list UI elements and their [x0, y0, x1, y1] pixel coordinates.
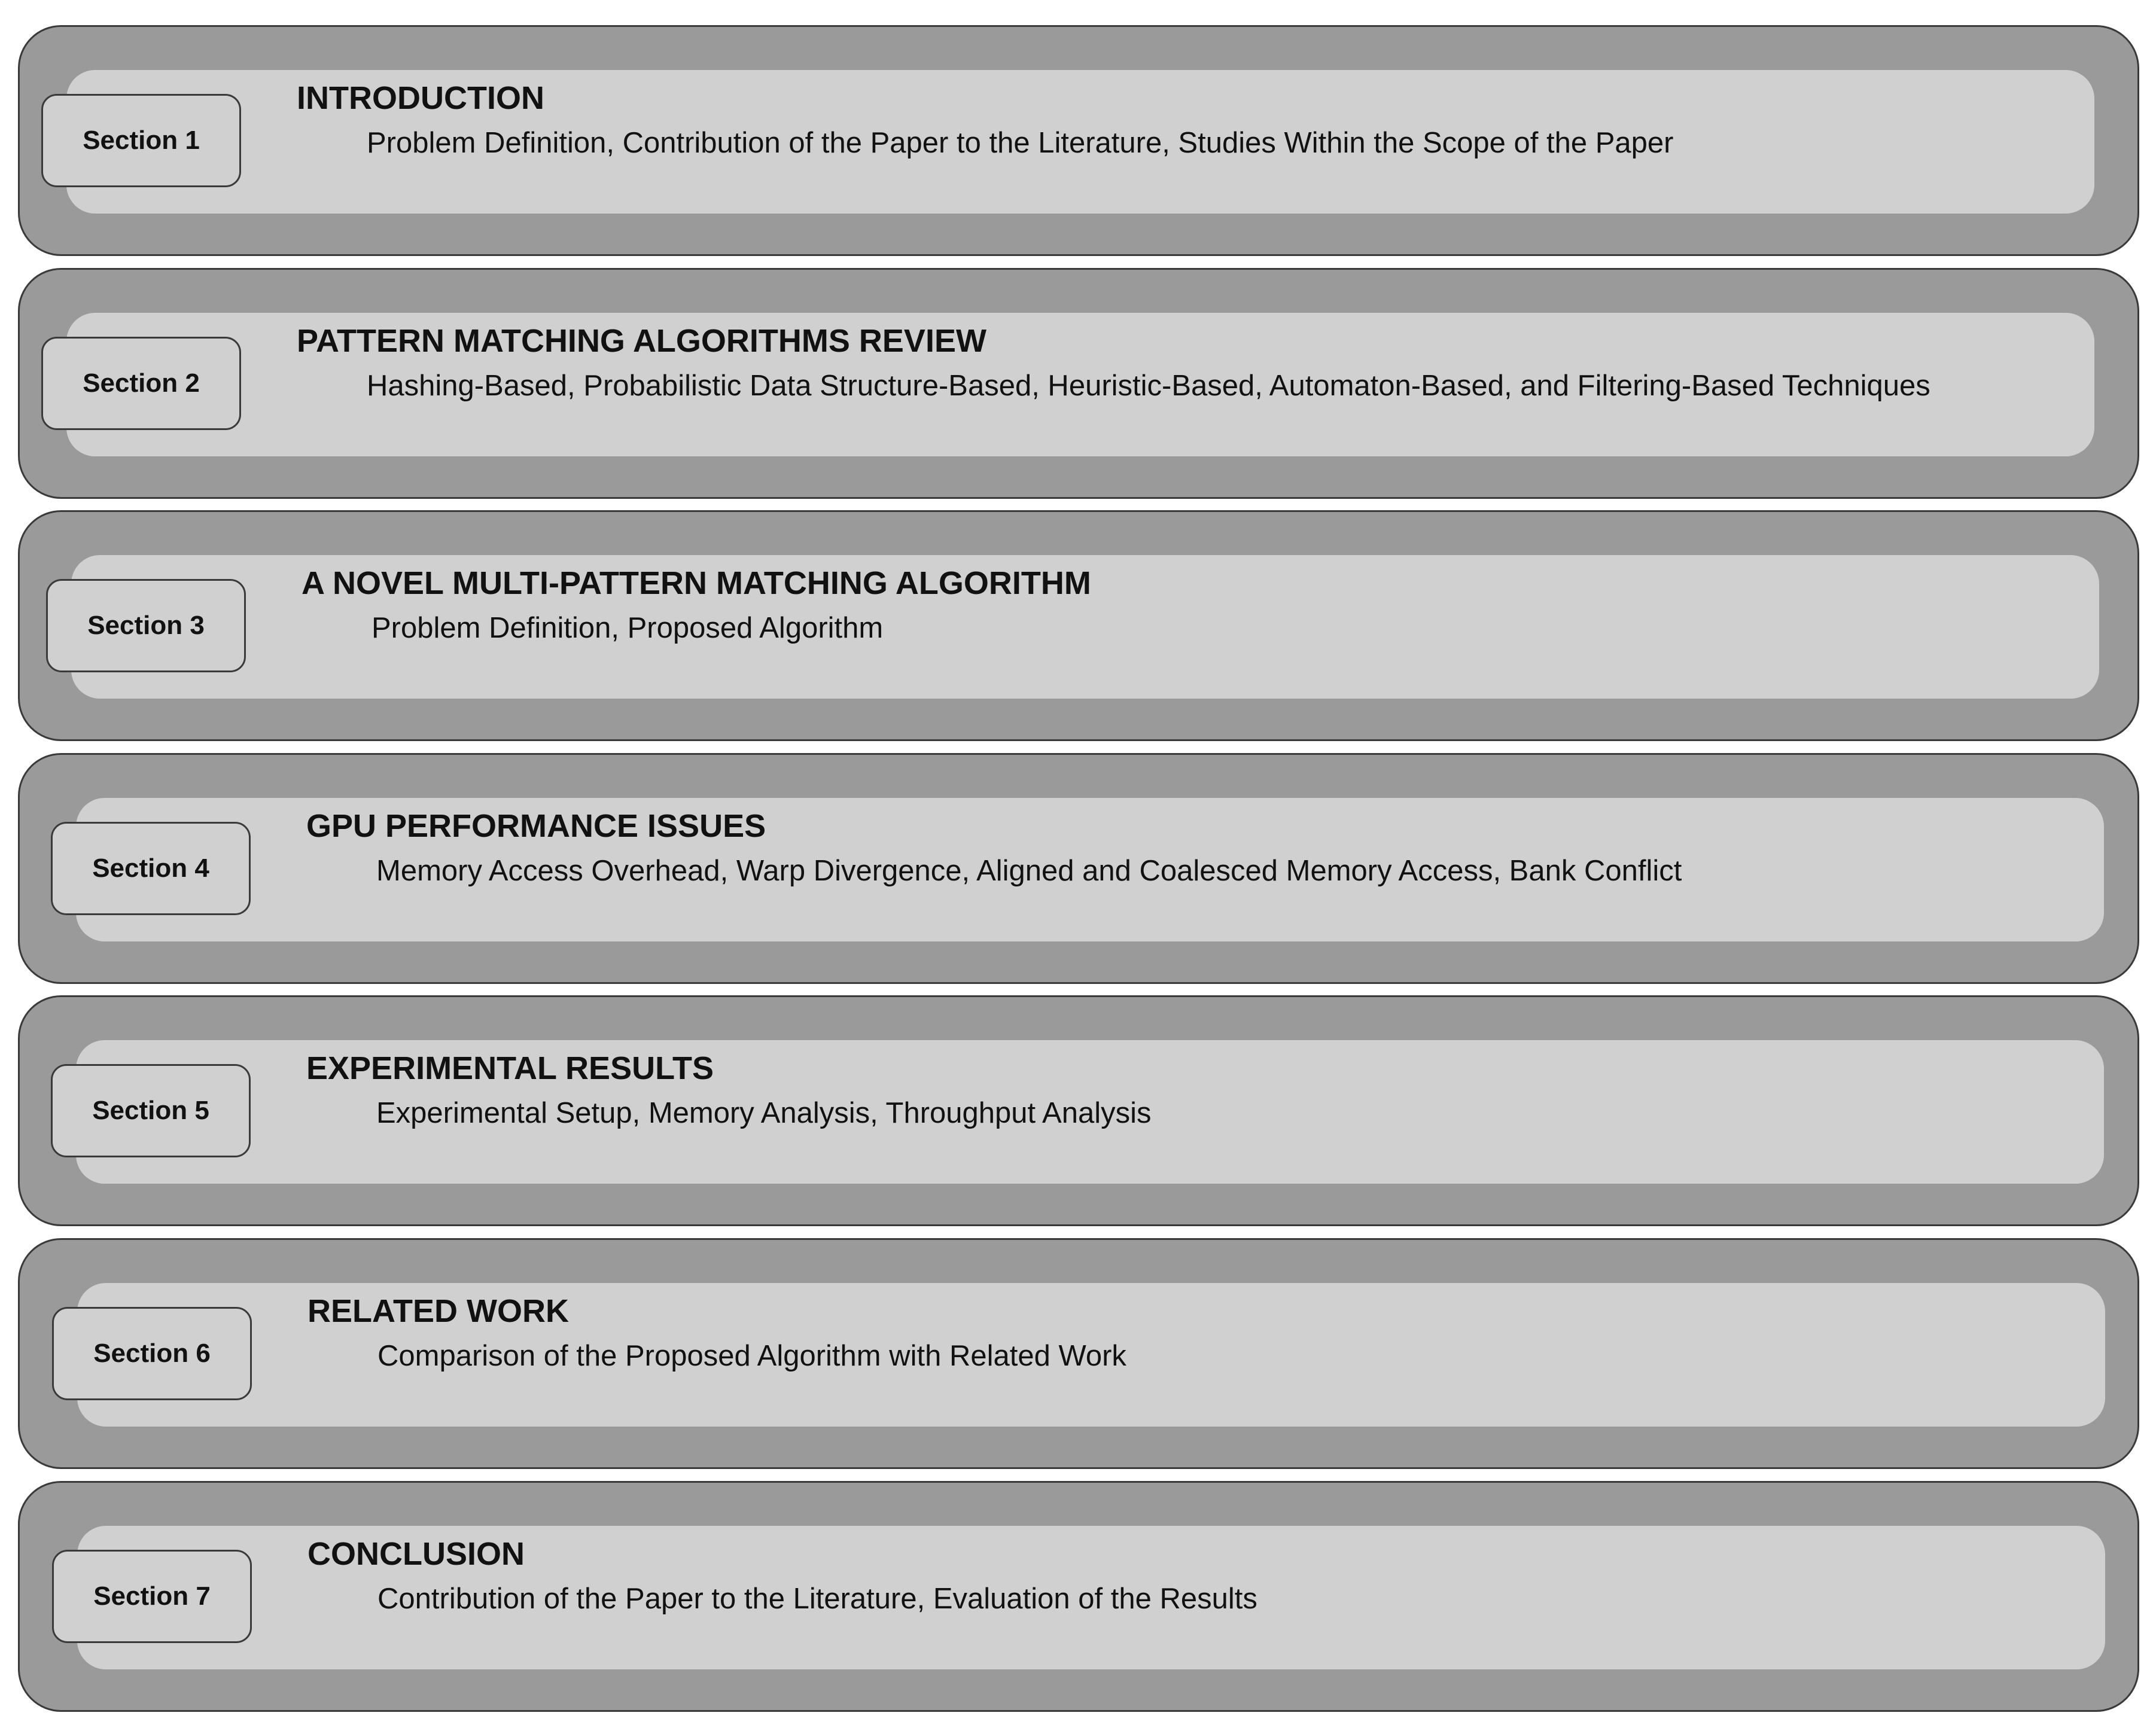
section-topics-2: Hashing-Based, Probabilistic Data Structure-Based, Heuristic-Based, Automaton-Based, and Filtering-Based Techniques	[367, 370, 1930, 402]
section-title-1: INTRODUCTION	[297, 80, 544, 116]
section-title-2: PATTERN MATCHING ALGORITHMS REVIEW	[297, 323, 986, 359]
section-row-4	[18, 753, 2139, 984]
section-row-6	[18, 1238, 2139, 1469]
section-badge-5: Section 5	[51, 1064, 251, 1157]
section-title-3: A NOVEL MULTI-PATTERN MATCHING ALGORITHM	[302, 565, 1091, 601]
section-badge-2: Section 2	[41, 337, 241, 430]
section-title-7: CONCLUSION	[307, 1536, 525, 1572]
section-row-5	[18, 995, 2139, 1226]
section-badge-3: Section 3	[46, 579, 246, 672]
section-badge-6: Section 6	[52, 1307, 252, 1400]
section-title-4: GPU PERFORMANCE ISSUES	[306, 808, 766, 844]
section-topics-4: Memory Access Overhead, Warp Divergence, Aligned and Coalesced Memory Access, Bank Conflict	[376, 855, 1682, 887]
section-topics-1: Problem Definition, Contribution of the Paper to the Literature, Studies Within the Scope of the Paper	[367, 127, 1674, 159]
section-row-3	[18, 510, 2139, 741]
section-topics-3: Problem Definition, Proposed Algorithm	[371, 612, 884, 644]
section-title-6: RELATED WORK	[307, 1293, 569, 1329]
section-title-5: EXPERIMENTAL RESULTS	[306, 1050, 714, 1086]
section-badge-4: Section 4	[51, 822, 251, 915]
section-topics-5: Experimental Setup, Memory Analysis, Throughput Analysis	[376, 1097, 1152, 1129]
section-row-7	[18, 1481, 2139, 1712]
section-topics-6: Comparison of the Proposed Algorithm with Related Work	[377, 1340, 1126, 1372]
section-row-1	[18, 25, 2139, 256]
section-topics-7: Contribution of the Paper to the Literature, Evaluation of the Results	[377, 1583, 1257, 1615]
section-badge-7: Section 7	[52, 1550, 252, 1643]
section-badge-1: Section 1	[41, 94, 241, 187]
section-row-2	[18, 268, 2139, 499]
